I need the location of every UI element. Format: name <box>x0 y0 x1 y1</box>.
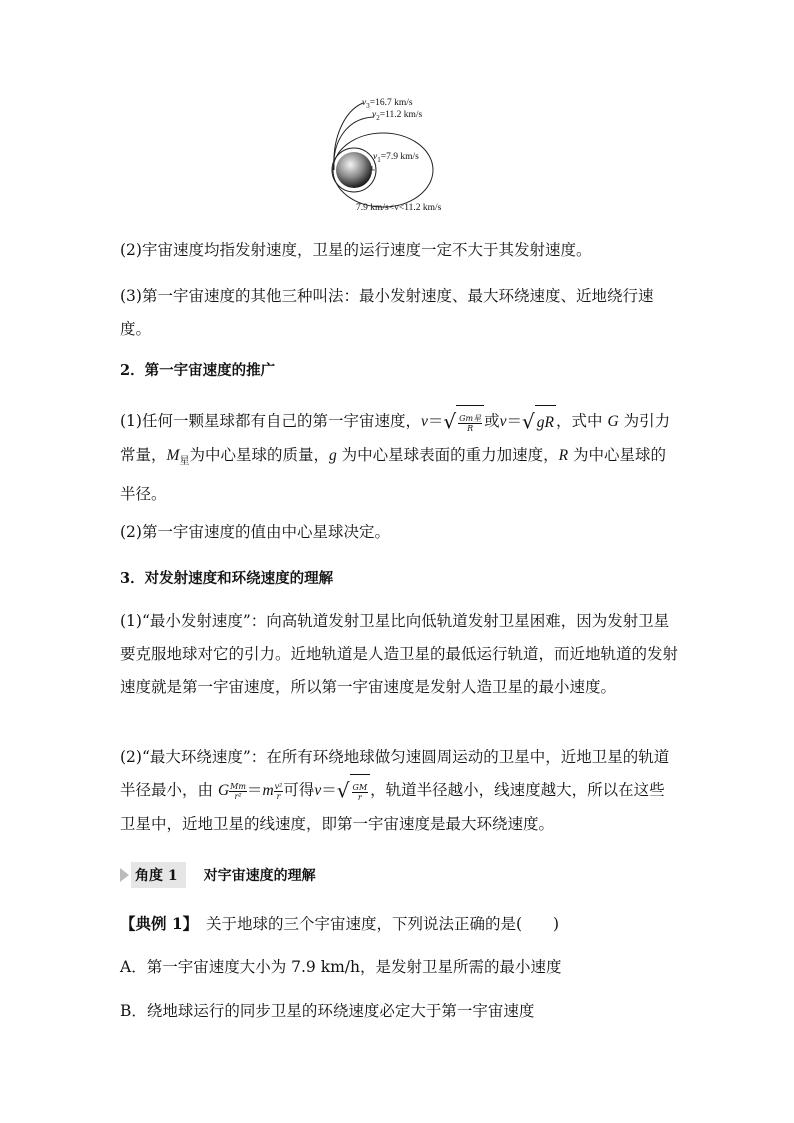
option-b: B．绕地球运行的同步卫星的环绕速度必定大于第一宇宙速度 <box>120 1002 535 1020</box>
example-label: 【典例 1】 <box>120 914 191 933</box>
earth-ball <box>336 152 372 188</box>
v3-label: $v_3=16.7$ km/s <box>362 98 413 110</box>
angle-tag <box>120 862 316 888</box>
generalization-1: (1)任何一颗星球都有自己的第一宇宙速度，v＝√ $\frac{\text{Gm星}}{R}$ 或v＝√ gR ，式中 G 为引力常量，$M_星$为中心星球的质量，g 为中心星球表面的重力加速度，R 为中心星球的半径。 <box>120 405 678 511</box>
example-text: 关于地球的三个宇宙速度，下列说法正确的是( ) <box>190 915 560 933</box>
v1-label: $v_1=7.9$ km/s <box>373 152 419 164</box>
example-question <box>120 907 678 941</box>
v2-label: $v_2=11.2$ km/s <box>372 110 423 122</box>
understanding-1: (1)“最小发射速度”：向高轨道发射卫星比向低轨道发射卫星困难，因为发射卫星要克服地球对它的引力。近地轨道是人造卫星的最低运行轨道，而近地轨道的发射速度就是第一宇宙速度，所以第一宇宙速度是发射人造卫星的最小速度。 <box>120 612 679 696</box>
triangle-marker-icon <box>120 868 129 882</box>
angle-title: 对宇宙速度的理解 <box>203 868 316 884</box>
option-a: A．第一宇宙速度大小为 7.9 km/h，是发射卫星所需的最小速度 <box>120 958 562 976</box>
paragraph-3: (3)第一宇宙速度的其他三种叫法：最小发射速度、最大环绕速度、近地绕行速度。 <box>120 287 654 338</box>
cosmic-velocity-figure <box>318 90 488 220</box>
paragraph-2: (2)宇宙速度均指发射速度，卫星的运行速度一定不大于其发射速度。 <box>120 241 592 259</box>
understanding-2: (2)“最大环绕速度”：在所有环绕地球做匀速圆周运动的卫星中，近地卫星的轨道半径最小，由 G $\frac{Mm}{\text{r²}}$ ＝m $\frac{\text{v²}}{r}$ 可得v＝√ $\frac{GM}{r}$ ，轨道半径越小，线速度越大，所以在这些卫星中，近地卫星的线速度，即第一宇宙速度是最大环绕速度。 <box>120 748 670 833</box>
v1-arrow <box>372 166 375 170</box>
generalization-2: (2)第一宇宙速度的值由中心星球决定。 <box>120 523 390 541</box>
range-label: 7.9 km/s<v<11.2 km/s <box>356 203 442 213</box>
heading-2: 2．第一宇宙速度的推广 <box>120 362 276 379</box>
heading-3: 3．对发射速度和环绕速度的理解 <box>120 570 334 587</box>
angle-tag-label: 角度 1 <box>131 862 186 888</box>
